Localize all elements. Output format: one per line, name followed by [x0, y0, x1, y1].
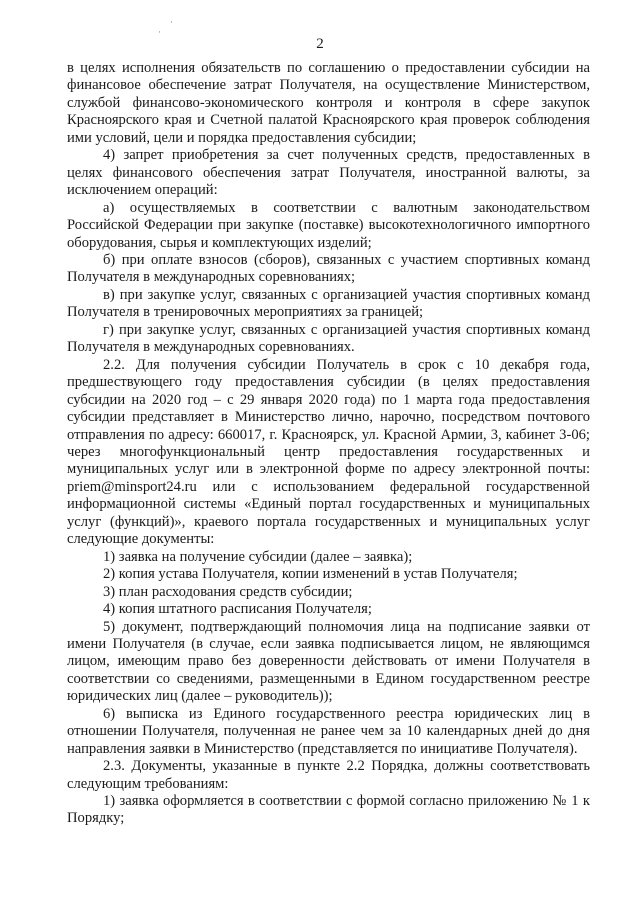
paragraph-subitem-g: г) при закупке услуг, связанных с организацией участия спортивных команд Получателя в международных соревнованиях. [67, 321, 590, 356]
paragraph-subitem-b: б) при оплате взносов (сборов), связанных с участием спортивных команд Получателя в международных соревнованиях; [67, 251, 590, 286]
scan-mark: · [170, 17, 173, 27]
list-item-4: 4) копия штатного расписания Получателя; [103, 601, 372, 618]
paragraph-subitem-v: в) при закупке услуг, связанных с организацией участия спортивных команд Получателя в тренировочных мероприятиях за границей; [67, 286, 590, 321]
list-item-3: 3) план расходования средств субсидии; [103, 583, 353, 600]
list-item-6: 6) выписка из Единого государственного реестра юридических лиц в отношении Получателя, полученная не ранее чем за 10 календарных дней до дня направления заявки в Министерство (представляется по инициативе Получателя). [67, 705, 590, 757]
list-item-1: 1) заявка на получение субсидии (далее – заявка); [103, 548, 413, 565]
paragraph-section-2-3: 2.3. Документы, указанные в пункте 2.2 Порядка, должны соответствовать следующим требованиям: [67, 758, 590, 792]
paragraph-section-2-2: 2.2. Для получения субсидии Получатель в срок с 10 декабря года, предшествующего году предоставления субсидии (в целях предоставления субсидии на 2020 год – с 29 января 2020 года) по 1 марта года предоставления субсидии представляет в Министерство лично, нарочно, посредством почтового отправления по адресу: 660017, г. Красноярск, ул. Красной Армии, 3, кабинет 3-06; через многофункциональный центр предоставления государственных и муниципальных услуг или в электронной форме по адресу электронной почты: priem@minsport24.ru или с использованием федеральной государственной информационной системы «Единый портал государственных и муниципальных услуг (функций)», краевого портала государственных и муниципальных услуг следующие документы: [67, 356, 590, 548]
paragraph-item-4: 4) запрет приобретения за счет полученных средств, предоставленных в целях финансового обеспечения затрат Получателя, иностранной валюты, за исключением операций: [67, 147, 590, 199]
page-number: 2 [316, 36, 324, 52]
document-body [67, 60, 590, 828]
list-item-2: 2) копия устава Получателя, копии изменений в устав Получателя; [103, 566, 518, 583]
paragraph-continuation: в целях исполнения обязательств по соглашению о предоставлении субсидии на финансовое обеспечение затрат Получателя, на осуществление Министерством, службой финансово-экономического контроля и контроля в сфере закупок Красноярского края и Счетной палатой Красноярского края проверок соблюдения ими условий, цели и порядка предоставления субсидии; [67, 60, 590, 146]
scan-mark: · [158, 27, 161, 37]
paragraph-requirement-1: 1) заявка оформляется в соответствии с формой согласно приложению № 1 к Порядку; [67, 793, 590, 827]
list-item-5: 5) документ, подтверждающий полномочия лица на подписание заявки от имени Получателя (в случае, если заявка подписывается лицом, не являющимся лицом, имеющим право без доверенности действовать от имени Получателя в соответствии со сведениями, размещенными в Едином государственном реестре юридических лиц (далее – руководитель)); [67, 618, 590, 705]
paragraph-subitem-a: а) осуществляемых в соответствии с валютным законодательством Российской Федерации при закупке (поставке) высокотехнологичного импортного оборудования, сырья и комплектующих изделий; [67, 199, 590, 251]
